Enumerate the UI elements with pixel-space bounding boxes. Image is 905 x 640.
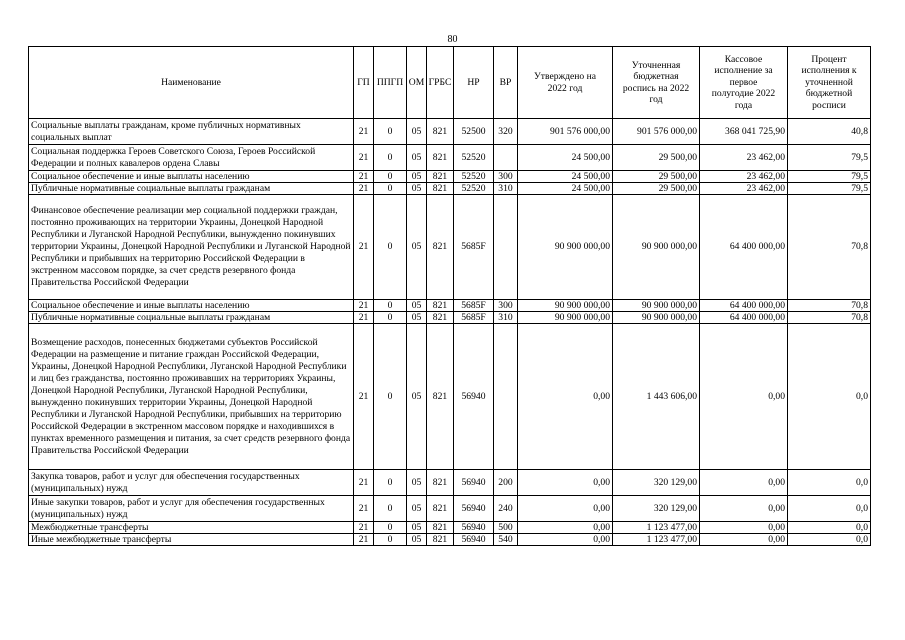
row-gp: 21 — [354, 300, 374, 312]
row-vr: 540 — [494, 534, 518, 546]
table-row — [29, 145, 871, 171]
row-om: 05 — [407, 496, 427, 522]
row-om: 05 — [407, 195, 427, 300]
row-percent: 79,5 — [788, 145, 871, 171]
row-ppgp: 0 — [374, 195, 407, 300]
table-row — [29, 534, 871, 546]
row-np: 5685F — [454, 312, 494, 324]
row-name: Публичные нормативные социальные выплаты гражданам — [29, 183, 354, 195]
row-percent: 0,0 — [788, 522, 871, 534]
table-row — [29, 119, 871, 145]
row-cash: 0,00 — [700, 470, 788, 496]
row-gp: 21 — [354, 195, 374, 300]
row-om: 05 — [407, 145, 427, 171]
row-gp: 21 — [354, 145, 374, 171]
row-cash: 23 462,00 — [700, 171, 788, 183]
row-gp: 21 — [354, 183, 374, 195]
row-gp: 21 — [354, 534, 374, 546]
row-approved: 24 500,00 — [518, 145, 613, 171]
row-grbs: 821 — [427, 145, 454, 171]
row-refined: 29 500,00 — [613, 171, 700, 183]
row-ppgp: 0 — [374, 300, 407, 312]
header-refined: Уточненная бюджетная роспись на 2022 год — [613, 47, 700, 119]
row-ppgp: 0 — [374, 119, 407, 145]
row-cash: 64 400 000,00 — [700, 300, 788, 312]
header-cash: Кассовое исполнение за первое полугодие 2022 года — [700, 47, 788, 119]
row-cash: 0,00 — [700, 496, 788, 522]
header-gp: ГП — [354, 47, 374, 119]
row-gp: 21 — [354, 470, 374, 496]
row-vr — [494, 324, 518, 470]
header-ppgp: ППГП — [374, 47, 407, 119]
row-approved: 24 500,00 — [518, 171, 613, 183]
row-vr: 200 — [494, 470, 518, 496]
row-ppgp: 0 — [374, 171, 407, 183]
page-number: 80 — [447, 34, 458, 45]
row-grbs: 821 — [427, 522, 454, 534]
row-vr — [494, 145, 518, 171]
row-ppgp: 0 — [374, 312, 407, 324]
row-refined: 90 900 000,00 — [613, 195, 700, 300]
row-gp: 21 — [354, 522, 374, 534]
row-name: Социальная поддержка Героев Советского Союза, Героев Российской Федерации и полных кавалеров ордена Славы — [29, 145, 354, 171]
row-ppgp: 0 — [374, 522, 407, 534]
row-gp: 21 — [354, 324, 374, 470]
row-name: Иные закупки товаров, работ и услуг для обеспечения государственных (муниципальных) нужд — [29, 496, 354, 522]
row-cash: 0,00 — [700, 522, 788, 534]
table-row — [29, 470, 871, 496]
row-name: Социальное обеспечение и иные выплаты населению — [29, 171, 354, 183]
row-cash: 23 462,00 — [700, 183, 788, 195]
row-percent: 70,8 — [788, 312, 871, 324]
row-grbs: 821 — [427, 171, 454, 183]
row-np: 5685F — [454, 300, 494, 312]
header-grbs: ГРБС — [427, 47, 454, 119]
row-refined: 1 123 477,00 — [613, 522, 700, 534]
row-cash: 368 041 725,90 — [700, 119, 788, 145]
row-om: 05 — [407, 300, 427, 312]
row-grbs: 821 — [427, 470, 454, 496]
row-approved: 0,00 — [518, 534, 613, 546]
row-percent: 0,0 — [788, 324, 871, 470]
row-name: Возмещение расходов, понесенных бюджетами субъектов Российской Федерации на размещение и питание граждан Российской Федерации, Украины, Донецкой Народной Республики, Луганской Народной Республики и лиц без гражданства, постоянно проживавших на территориях Украины, Донецкой Народной Республики, Луганской Народной Республики, вынужденно покинувших территории Украины, Донецкой Народной Республики и Луганской Народной Республики, прибывших на территорию Российской Федерации в экстренном массовом порядке и находившихся в пунктах временного размещения и питания, за счет средств резервного фонда Правительства Российской Федерации — [29, 324, 354, 470]
table-row — [29, 522, 871, 534]
row-cash: 0,00 — [700, 534, 788, 546]
row-np: 5685F — [454, 195, 494, 300]
row-om: 05 — [407, 171, 427, 183]
row-grbs: 821 — [427, 312, 454, 324]
row-percent: 70,8 — [788, 195, 871, 300]
row-cash: 23 462,00 — [700, 145, 788, 171]
row-grbs: 821 — [427, 300, 454, 312]
row-ppgp: 0 — [374, 145, 407, 171]
row-np: 52500 — [454, 119, 494, 145]
row-refined: 320 129,00 — [613, 470, 700, 496]
row-ppgp: 0 — [374, 183, 407, 195]
row-approved: 901 576 000,00 — [518, 119, 613, 145]
row-name: Социальное обеспечение и иные выплаты населению — [29, 300, 354, 312]
row-name: Социальные выплаты гражданам, кроме публичных нормативных социальных выплат — [29, 119, 354, 145]
row-percent: 0,0 — [788, 496, 871, 522]
row-refined: 90 900 000,00 — [613, 312, 700, 324]
row-refined: 1 443 606,00 — [613, 324, 700, 470]
budget-table — [28, 46, 871, 546]
header-vr: ВР — [494, 47, 518, 119]
row-om: 05 — [407, 534, 427, 546]
row-om: 05 — [407, 324, 427, 470]
row-refined: 1 123 477,00 — [613, 534, 700, 546]
row-np: 52520 — [454, 171, 494, 183]
row-np: 56940 — [454, 496, 494, 522]
header-np: НР — [454, 47, 494, 119]
row-percent: 70,8 — [788, 300, 871, 312]
row-vr: 500 — [494, 522, 518, 534]
row-vr: 240 — [494, 496, 518, 522]
row-np: 52520 — [454, 183, 494, 195]
row-approved: 0,00 — [518, 496, 613, 522]
row-np: 56940 — [454, 522, 494, 534]
row-om: 05 — [407, 183, 427, 195]
table-row — [29, 324, 871, 470]
row-name: Межбюджетные трансферты — [29, 522, 354, 534]
row-percent: 0,0 — [788, 534, 871, 546]
row-approved: 90 900 000,00 — [518, 312, 613, 324]
row-vr: 310 — [494, 183, 518, 195]
row-gp: 21 — [354, 312, 374, 324]
row-approved: 0,00 — [518, 522, 613, 534]
row-approved: 0,00 — [518, 324, 613, 470]
row-grbs: 821 — [427, 324, 454, 470]
row-grbs: 821 — [427, 195, 454, 300]
row-name: Финансовое обеспечение реализации мер социальной поддержки граждан, постоянно проживающих на территории Украины, Донецкой Народной Республики и Луганской Народной Республики, вынужденно покинувших территории Украины, Донецкой Народной Республики и Луганской Народной Республики и прибывших на территорию Российской Федерации в экстренном массовом порядке, за счет средств резервного фонда Правительства Российской Федерации — [29, 195, 354, 300]
header-row — [29, 47, 871, 119]
row-refined: 29 500,00 — [613, 183, 700, 195]
table-row — [29, 171, 871, 183]
header-name: Наименование — [29, 47, 354, 119]
row-percent: 79,5 — [788, 171, 871, 183]
row-cash: 64 400 000,00 — [700, 312, 788, 324]
row-approved: 90 900 000,00 — [518, 300, 613, 312]
row-ppgp: 0 — [374, 534, 407, 546]
row-refined: 901 576 000,00 — [613, 119, 700, 145]
row-gp: 21 — [354, 119, 374, 145]
header-approved: Утверждено на 2022 год — [518, 47, 613, 119]
row-approved: 90 900 000,00 — [518, 195, 613, 300]
row-np: 52520 — [454, 145, 494, 171]
row-ppgp: 0 — [374, 324, 407, 470]
row-approved: 24 500,00 — [518, 183, 613, 195]
table-row — [29, 195, 871, 300]
row-cash: 64 400 000,00 — [700, 195, 788, 300]
row-percent: 0,0 — [788, 470, 871, 496]
row-grbs: 821 — [427, 496, 454, 522]
table-row — [29, 183, 871, 195]
row-np: 56940 — [454, 534, 494, 546]
row-vr: 300 — [494, 300, 518, 312]
row-grbs: 821 — [427, 119, 454, 145]
row-vr — [494, 195, 518, 300]
header-percent: Процент исполнения к уточненной бюджетной росписи — [788, 47, 871, 119]
row-percent: 79,5 — [788, 183, 871, 195]
table-row — [29, 496, 871, 522]
row-vr: 310 — [494, 312, 518, 324]
header-om: ОМ — [407, 47, 427, 119]
row-om: 05 — [407, 470, 427, 496]
row-approved: 0,00 — [518, 470, 613, 496]
row-refined: 90 900 000,00 — [613, 300, 700, 312]
row-name: Публичные нормативные социальные выплаты гражданам — [29, 312, 354, 324]
table-row — [29, 312, 871, 324]
row-np: 56940 — [454, 324, 494, 470]
row-name: Иные межбюджетные трансферты — [29, 534, 354, 546]
row-vr: 300 — [494, 171, 518, 183]
row-om: 05 — [407, 522, 427, 534]
row-cash: 0,00 — [700, 324, 788, 470]
row-gp: 21 — [354, 171, 374, 183]
row-np: 56940 — [454, 470, 494, 496]
row-name: Закупка товаров, работ и услуг для обеспечения государственных (муниципальных) нужд — [29, 470, 354, 496]
row-gp: 21 — [354, 496, 374, 522]
row-om: 05 — [407, 312, 427, 324]
row-refined: 29 500,00 — [613, 145, 700, 171]
row-percent: 40,8 — [788, 119, 871, 145]
row-refined: 320 129,00 — [613, 496, 700, 522]
row-om: 05 — [407, 119, 427, 145]
row-ppgp: 0 — [374, 470, 407, 496]
row-grbs: 821 — [427, 183, 454, 195]
row-grbs: 821 — [427, 534, 454, 546]
table-row — [29, 300, 871, 312]
row-vr: 320 — [494, 119, 518, 145]
row-ppgp: 0 — [374, 496, 407, 522]
